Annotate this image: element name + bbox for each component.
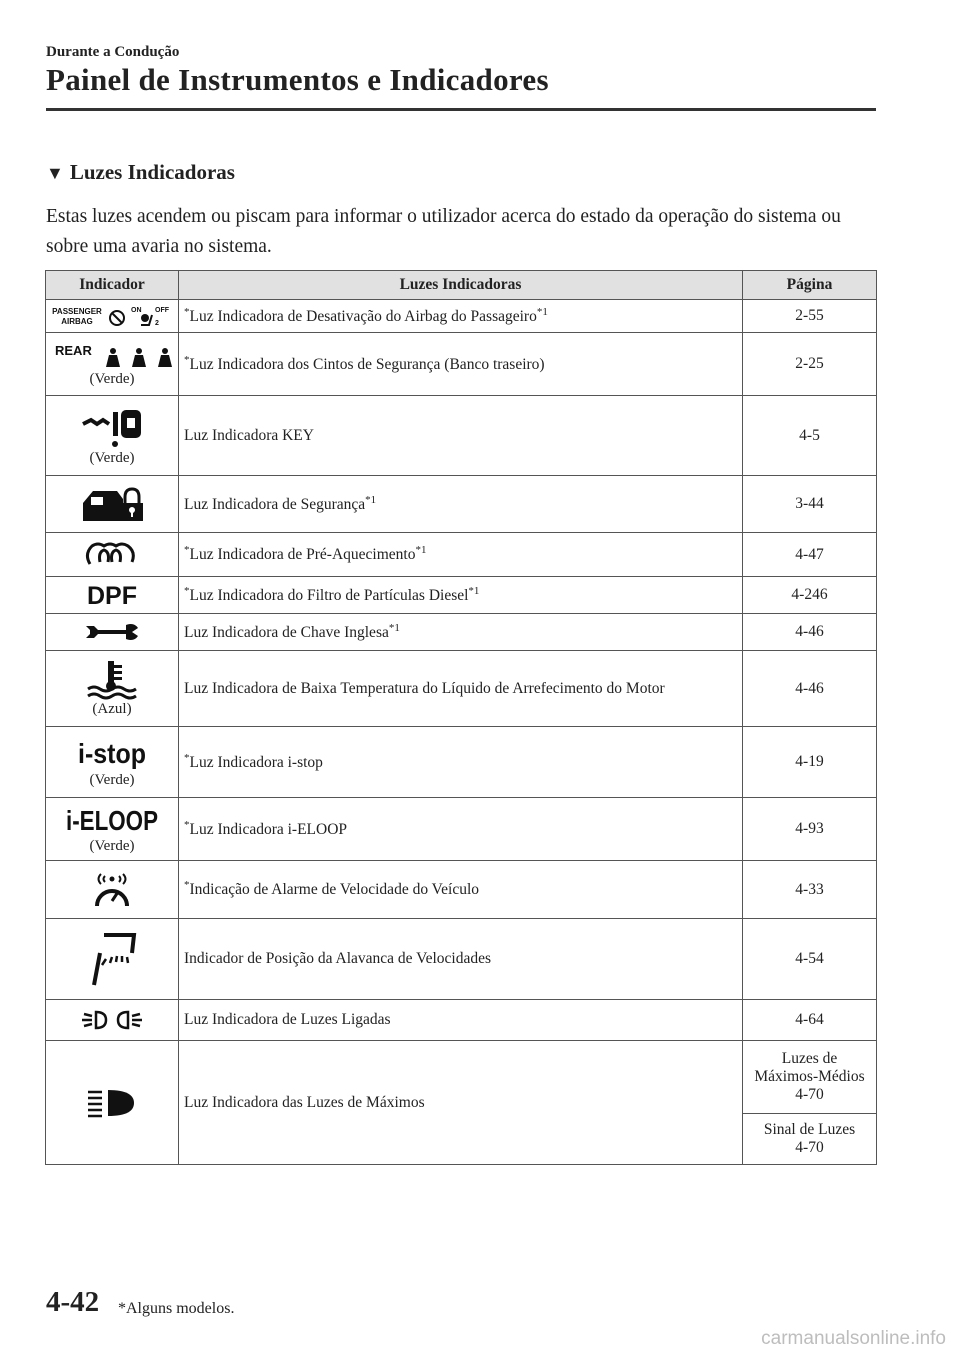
section-title: Luzes Indicadoras [69,160,235,184]
page-ref-label: Sinal de Luzes [763,1121,856,1138]
page-ref: 4-46 [743,651,877,727]
table-row [46,651,877,727]
table-row: i-stop (Verde) *Luz Indicadora i-stop 4-19 [46,727,877,798]
passenger-airbag-off-icon [51,303,175,329]
table-row: REAR (Verde) *Luz Indicadora dos Cintos de Segurança (Banco traseiro) 2-25 [46,333,877,396]
indicator-description: Luz Indicadora i-ELOOP [189,821,348,839]
icon-text-airbag: AIRBAG [61,317,93,326]
table-row: DPF *Luz Indicadora do Filtro de Partículas Diesel$^{*1}$ 4-246 [46,577,877,614]
table-row: *Luz Indicadora de Pré-Aquecimento$^{*1}$ 4-47 [46,533,877,577]
table-row: Luz Indicadora de Chave Inglesa$^{*1}$ 4-46 [46,614,877,651]
dpf-icon [72,581,152,609]
table-row [46,1041,877,1114]
wrench-icon [82,620,142,644]
icon-text-istop: i-stop [78,737,146,769]
high-beam-icon [84,1087,140,1119]
table-row [46,1000,877,1041]
color-label: (Verde) [89,771,135,788]
indicator-description: Luz Indicadora do Filtro de Partículas Diesel [189,587,469,605]
page-ref: 4-246 [743,577,877,614]
indicator-description: Luz Indicadora de Desativação do Airbag do Passageiro [189,308,537,326]
page-ref: 4-46 [743,614,877,651]
table-row: PASSENGER AIRBAG ON OFF 2 *Luz Indicadora de Desativação do Airbag do Passageiro$^{*1}$ 2-55 [46,300,877,333]
page-ref: 2-55 [743,300,877,333]
table-row [46,396,877,476]
page-ref: 3-44 [743,476,877,533]
icon-text-rear: REAR [55,342,92,358]
indicator-description: Luz Indicadora KEY [184,426,314,444]
indicator-description: Luz Indicadora de Luzes Ligadas [184,1011,391,1028]
indicator-description: Indicação de Alarme de Velocidade do Veículo [189,881,480,899]
i-eloop-icon [62,804,162,836]
rear-seatbelt-icon [51,341,175,369]
page-ref: 4-47 [743,533,877,577]
page-ref: 4-19 [743,727,877,798]
i-stop-icon [72,736,152,770]
header-lights: Luzes Indicadoras [179,271,743,300]
indicator-description: Luz Indicadora das Luzes de Máximos [184,1093,425,1111]
icon-text-passenger: PASSENGER [52,307,102,316]
triangle-bullet-icon: ▼ [46,163,64,183]
speed-alarm-icon [87,870,137,910]
glow-plug-icon [82,540,142,570]
color-label: (Verde) [89,370,135,387]
icon-text-off: OFF [155,307,169,314]
icon-text-2: 2 [155,320,159,327]
icon-text-dpf: DPF [87,582,137,610]
indicator-description: Luz Indicadora de Baixa Temperatura do Líquido de Arrefecimento do Motor [184,679,665,697]
page-ref: 4-70 [795,1139,824,1156]
table-row: *Indicação de Alarme de Velocidade do Veículo 4-33 [46,861,877,919]
page-number: 4-42 [46,1286,100,1318]
intro-paragraph: Estas luzes acendem ou piscam para informar o utilizador acerca do estado da operação do sistema ou sobre uma avaria no sistema. [46,206,841,257]
page-ref: 4-70 [795,1086,824,1103]
page-ref: 2-25 [743,333,877,396]
page-ref: 4-5 [743,396,877,476]
security-car-lock-icon [79,485,145,523]
section-heading [46,160,235,185]
indicator-description: Luz Indicadora dos Cintos de Segurança (Banco traseiro) [189,356,545,374]
icon-text-ieloop: i-ELOOP [66,804,158,836]
page-ref-label: Luzes de Máximos-Médios [754,1050,865,1085]
table-row: Luz Indicadora de Segurança$^{*1}$ 3-44 [46,476,877,533]
indicator-description: Luz Indicadora de Segurança [184,496,366,514]
low-coolant-temp-icon [82,659,142,699]
page-ref: 4-33 [743,861,877,919]
title-rule [46,108,876,111]
page-ref: 4-54 [743,919,877,1000]
footnote: *Alguns modelos. [118,1300,235,1317]
key-icon [77,404,147,448]
chapter-label: Durante a Condução [46,44,180,60]
indicator-description: Indicador de Posição da Alavanca de Velocidades [184,950,492,967]
indicator-description: Luz Indicadora i-stop [189,754,323,772]
lights-on-icon [80,1008,144,1032]
header-page: Página [743,271,877,300]
page-ref: 4-93 [743,798,877,861]
table-row [46,919,877,1000]
watermark: carmanualsonline.info [761,1328,946,1349]
color-label: (Verde) [89,837,135,854]
color-label: (Azul) [92,701,132,717]
table-header-row [46,271,877,300]
page-title: Painel de Instrumentos e Indicadores [46,62,549,97]
icon-text-on: ON [131,307,142,314]
table-row: i-ELOOP (Verde) *Luz Indicadora i-ELOOP 4-93 [46,798,877,861]
header-indicator: Indicador [46,271,179,300]
indicator-description: Luz Indicadora de Chave Inglesa [184,624,389,642]
indicator-table [45,270,877,1165]
color-label: (Verde) [89,450,135,466]
page-ref: 4-64 [743,1000,877,1041]
shift-position-icon [82,931,142,987]
indicator-description: Luz Indicadora de Pré-Aquecimento [189,546,416,564]
